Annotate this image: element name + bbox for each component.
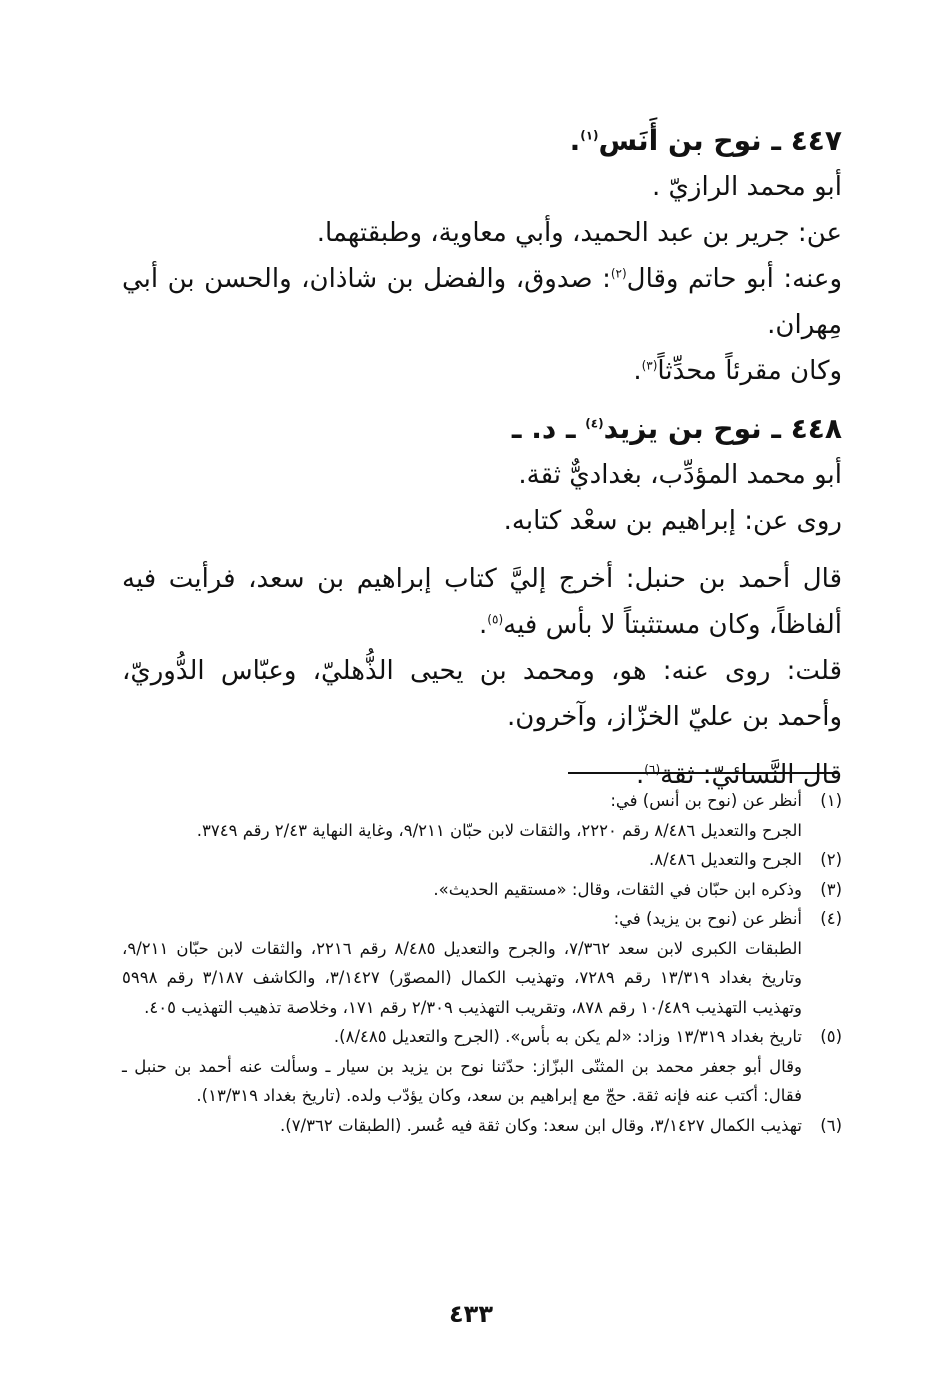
text-line: قلت: روى عنه: هو، ومحمد بن يحيى الذُّهليّ، وعبّاس الدُّوريّ، وأحمد بن عليّ الخزّاز، وآخرون. (122, 656, 842, 732)
footnote (122, 786, 842, 845)
entry-heading: ٤٤٨ ـ نوح بن يزيد$^{(٤)}$ ـ د. ـ (511, 412, 842, 445)
text-line: أبو محمد الرازيّ . (652, 172, 842, 202)
footnote-number: (٢) (820, 850, 842, 869)
footnote-line: أنظر عن (نوح بن أنس) في: (610, 791, 802, 810)
text-line: قال النَّسائيّ: ثقة$^{(٦)}$. (636, 760, 842, 790)
footnote-line: وقال أبو جعفر محمد بن المثنّى البزّاز: حدّثنا نوح بن يزيد بن سيار ـ وسألت عنه أحمد بن حنبل ـ فقال: أكتب عنه فإنه ثقة. حجّ مع إبراهيم بن سعد، وكان يؤدّب ولده. (تاريخ بغداد ١٣/٣١٩). (122, 1056, 802, 1105)
footnote-line: الجرح والتعديل ٨/٤٨٦ رقم ٢٢٢٠، والثقات لابن حبّان ٩/٢١١، وغاية النهاية ٢/٤٣ رقم ٣٧٤٩. (196, 820, 802, 840)
footnote-ref[interactable]: (١) (580, 128, 599, 143)
footnote (122, 1111, 842, 1141)
footnote (122, 904, 842, 1022)
text-line: وكان مقرئاً محدِّثاً$^{(٣)}$. (633, 356, 842, 386)
footnote-number: (١) (820, 791, 842, 810)
main-text (122, 118, 842, 798)
footnote-divider (568, 772, 838, 774)
footnote-ref[interactable]: (٣) (641, 358, 658, 373)
text-line: عن: جرير بن عبد الحميد، وأبي معاوية، وطبقتهما. (316, 218, 842, 248)
footnote-line: وذكره ابن حبّان في الثقات، وقال: «مستقيم الحديث». (433, 879, 802, 899)
text-line: وعنه: أبو حاتم وقال$^{(٢)}$: صدوق، والفضل بن شاذان، والحسن بن أبي مِهران. (122, 264, 843, 340)
footnote-line: تهذيب الكمال ٣/١٤٢٧، وقال ابن سعد: وكان ثقة فيه عُسر. (الطبقات ٧/٣٦٢). (280, 1115, 802, 1135)
footnote-number: (٦) (820, 1115, 842, 1135)
footnote-line: أنظر عن (نوح بن يزيد) في: (613, 909, 802, 928)
footnote-ref[interactable]: (٦) (644, 762, 661, 777)
text-line: أبو محمد المؤدِّب، بغداديٌّ ثقة. (518, 460, 842, 490)
footnote (122, 1022, 842, 1111)
text-line: قال أحمد بن حنبل: أخرج إليَّ كتاب إبراهيم بن سعد، فرأيت فيه ألفاظاً، وكان مستثبتاً لا بأس فيه$^{(٥)}$. (122, 564, 842, 640)
footnote (122, 875, 842, 905)
page-number: ٤٣٣ (449, 1300, 493, 1328)
footnote-line: تاريخ بغداد ١٣/٣١٩ وزاد: «لم يكن به بأس». (الجرح والتعديل ٨/٤٨٥). (333, 1027, 802, 1046)
footnote-number: (٥) (820, 1027, 842, 1046)
text-line: روى عن: إبراهيم بن سعْد كتابه. (503, 506, 842, 536)
footnote-ref[interactable]: (٢) (610, 266, 627, 281)
footnote (122, 845, 842, 875)
footnote-ref[interactable]: (٤) (585, 416, 604, 431)
footnote-number: (٤) (820, 909, 842, 928)
footnote-ref[interactable]: (٥) (487, 612, 504, 627)
footnote-line: الطبقات الكبرى لابن سعد ٧/٣٦٢، والجرح والتعديل ٨/٤٨٥ رقم ٢٢١٦، والثقات لابن حبّان ٩/٢١١، وتاريخ بغداد ١٣/٣١٩ رقم ٧٢٨٩، وتهذيب الكمال (المصوّر) ٣/١٤٢٧، والكاشف ٣/١٨٧ رقم ٥٩٩٨ وتهذيب التهذيب ١٠/٤٨٩ رقم ٨٧٨، وتقريب التهذيب ٢/٣٠٩ رقم ١٧١، وخلاصة تذهيب التهذيب ٤٠٥. (122, 938, 803, 1017)
footnote-number: (٣) (820, 879, 842, 899)
footnotes (122, 786, 842, 1140)
footnote-line: الجرح والتعديل ٨/٤٨٦. (648, 850, 802, 869)
entry-heading: ٤٤٧ ـ نوح بن أَنَس$^{(١)}$. (569, 124, 842, 157)
